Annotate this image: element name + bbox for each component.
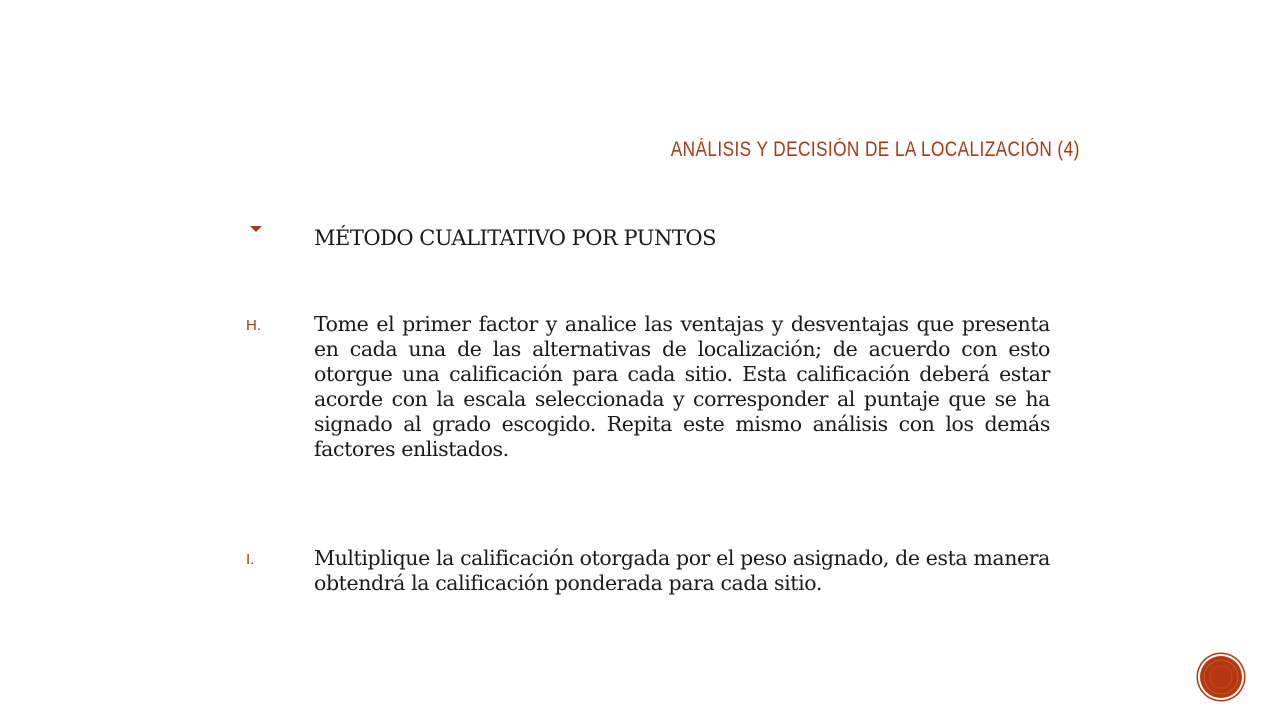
list-item: [246, 546, 1050, 596]
slide-title: ANÁLISIS Y DECISIÓN DE LA LOCALIZACIÓN (4): [671, 138, 1080, 161]
list-item-text: Tome el primer factor y analice las ventajas y desventajas que presenta en cada una de las alternativas de localización; de acuerdo con esto otorgue una calificación para cada sitio. Esta calificación deberá estar acorde con la escala seleccionada y corresponder al puntaje que se ha signado al grado escogido. Repita este mismo análisis con los demás factores enlistados.: [314, 312, 1050, 461]
list-item-text: Multiplique la calificación otorgada por el peso asignado, de esta manera obtendrá la calificación ponderada para cada sitio.: [314, 546, 1050, 595]
heading-bullet: [250, 226, 262, 232]
circle-nav-icon[interactable]: [1198, 654, 1244, 700]
section-heading: MÉTODO CUALITATIVO POR PUNTOS: [314, 226, 716, 250]
list-item: [246, 312, 1050, 462]
triangle-down-icon: [250, 226, 262, 232]
list-marker: I.: [246, 551, 255, 568]
list-marker: H.: [246, 317, 261, 334]
